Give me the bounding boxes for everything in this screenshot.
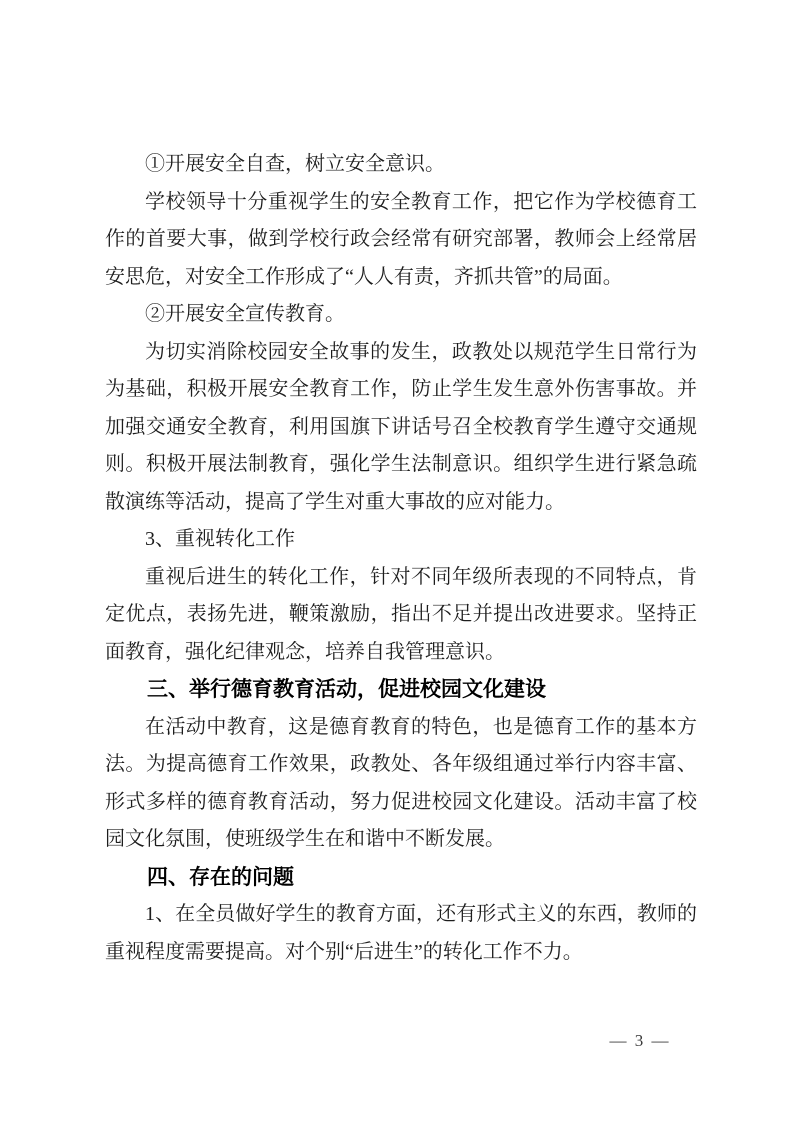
paragraph-line: 安思危，对安全工作形成了“人人有责，齐抓共管”的局面。 xyxy=(105,265,623,288)
document-body xyxy=(105,146,697,971)
paragraph-line: 园文化氛围，使班级学生在和谐中不断发展。 xyxy=(105,828,505,850)
paragraph-line: 加强交通安全教育，利用国旗下讲话号召全校教育学生遵守交通规 xyxy=(105,415,697,438)
paragraph-line: 定优点，表扬先进，鞭策激励，指出不足并提出改进要求。坚持正 xyxy=(105,603,697,625)
paragraph-line: 重视后进生的转化工作，针对不同年级所表现的不同特点，肯 xyxy=(145,565,697,588)
paragraph-line: 1、在全员做好学生的教育方面，还有形式主义的东西，教师的 xyxy=(145,903,697,925)
paragraph-line: 散演练等活动，提高了学生对重大事故的应对能力。 xyxy=(105,490,565,513)
paragraph-line: 则。积极开展法制教育，强化学生法制意识。组织学生进行紧急疏 xyxy=(105,453,697,475)
paragraph-line: 形式多样的德育教育活动，努力促进校园文化建设。活动丰富了校 xyxy=(105,790,697,813)
paragraph-line: 作的首要大事，做到学校行政会经常有研究部署，教师会上经常居 xyxy=(105,228,697,250)
section-heading-3: 三、举行德育教育活动，促进校园文化建设 xyxy=(147,678,546,701)
list-item-circle-2: ②开展安全宣传教育。 xyxy=(145,303,345,325)
page-number-text: — 3 — xyxy=(609,1031,671,1050)
paragraph-line: 为基础，积极开展安全教育工作，防止学生发生意外伤害事故。并 xyxy=(105,378,697,400)
paragraph-line: 重视程度需要提高。对个别“后进生”的转化工作不力。 xyxy=(105,940,583,963)
paragraph-line: 为切实消除校园安全故事的发生，政教处以规范学生日常行为 xyxy=(145,340,697,363)
paragraph-line: 学校领导十分重视学生的安全教育工作，把它作为学校德育工 xyxy=(145,190,697,213)
page-number xyxy=(560,1028,720,1054)
list-item-3: 3、重视转化工作 xyxy=(145,528,295,550)
list-item-circle-1: ①开展安全自查，树立安全意识。 xyxy=(145,153,445,175)
paragraph-line: 法。为提高德育工作效果，政教处、各年级组通过举行内容丰富、 xyxy=(105,753,697,775)
section-heading-4: 四、存在的问题 xyxy=(147,865,294,889)
paragraph-line: 面教育，强化纪律观念，培养自我管理意识。 xyxy=(105,640,505,663)
paragraph-line: 在活动中教育，这是德育教育的特色，也是德育工作的基本方 xyxy=(145,715,697,738)
